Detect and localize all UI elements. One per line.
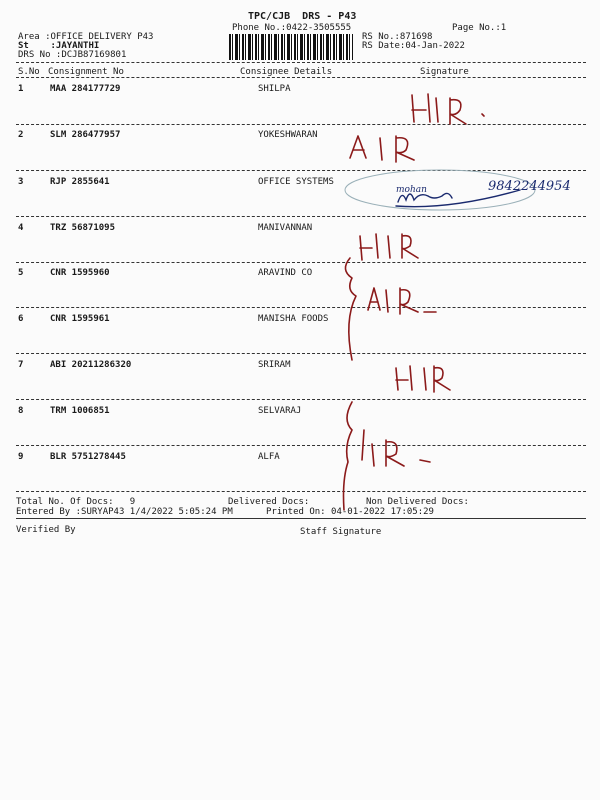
- row-consignee: MANIVANNAN: [258, 223, 313, 233]
- phone-number: Phone No.:0422-3505555: [232, 23, 352, 33]
- row-consignee: ARAVIND CO: [258, 268, 313, 278]
- row-consignee: SELVARAJ: [258, 406, 302, 416]
- document-title: TPC/CJB DRS - P43: [248, 11, 357, 22]
- divider: [16, 262, 586, 263]
- total-docs: Total No. Of Docs: 9: [16, 497, 136, 507]
- divider: [16, 445, 586, 446]
- divider: [16, 216, 586, 217]
- signature-phone: 9842244954: [488, 179, 571, 194]
- staff-signature-label: Staff Signature: [300, 527, 382, 537]
- verified-by: Verified By: [16, 525, 76, 535]
- drs-number: DRS No :DCJB87169801: [18, 50, 127, 60]
- page-number: Page No.:1: [452, 23, 507, 33]
- row-consignee: SHILPA: [258, 84, 291, 94]
- column-header-consignee: Consignee Details: [240, 67, 333, 77]
- signature-name: mohan: [396, 185, 427, 195]
- non-delivered-docs: Non Delivered Docs:: [366, 497, 469, 507]
- divider: [16, 307, 586, 308]
- divider: [16, 62, 586, 63]
- row-consignee: YOKESHWARAN: [258, 130, 318, 140]
- row-sno: 8: [18, 406, 24, 416]
- row-consignee: SRIRAM: [258, 360, 291, 370]
- row-consignment: CNR 1595961: [50, 314, 110, 324]
- row-consignee: MANISHA FOODS: [258, 314, 329, 324]
- row-sno: 4: [18, 223, 24, 233]
- rs-number: RS No.:871698: [362, 32, 433, 42]
- row-consignment: CNR 1595960: [50, 268, 110, 278]
- row-consignee: OFFICE SYSTEMS: [258, 177, 334, 187]
- row-consignment: TRZ 56871095: [50, 223, 116, 233]
- column-header-sno: S.No: [18, 67, 40, 77]
- divider: [16, 124, 586, 125]
- row-consignment: MAA 284177729: [50, 84, 121, 94]
- row-consignment: ABI 20211286320: [50, 360, 132, 370]
- row-consignment: TRM 1006851: [50, 406, 110, 416]
- divider: [16, 518, 586, 519]
- divider: [16, 491, 586, 492]
- row-sno: 1: [18, 84, 24, 94]
- divider: [16, 353, 586, 354]
- row-sno: 7: [18, 360, 24, 370]
- divider: [16, 77, 586, 78]
- row-sno: 9: [18, 452, 24, 462]
- barcode: [229, 34, 353, 60]
- area-field: Area :OFFICE DELIVERY P43: [18, 32, 154, 42]
- row-sno: 3: [18, 177, 24, 187]
- column-header-signature: Signature: [420, 67, 469, 77]
- entered-by: Entered By :SURYAP43 1/4/2022 5:05:24 PM: [16, 507, 233, 517]
- printed-on: Printed On: 04-01-2022 17:05:29: [266, 507, 434, 517]
- row-consignment: BLR 5751278445: [50, 452, 126, 462]
- row-consignment: SLM 286477957: [50, 130, 121, 140]
- divider: [16, 399, 586, 400]
- rs-date: RS Date:04-Jan-2022: [362, 41, 465, 51]
- column-header-consignment: Consignment No: [48, 67, 124, 77]
- row-consignee: ALFA: [258, 452, 280, 462]
- row-consignment: RJP 2855641: [50, 177, 110, 187]
- row-sno: 6: [18, 314, 24, 324]
- delivered-docs: Delivered Docs:: [228, 497, 310, 507]
- divider: [16, 170, 586, 171]
- row-sno: 5: [18, 268, 24, 278]
- row-sno: 2: [18, 130, 24, 140]
- staff-field: St :JAYANTHI: [18, 41, 100, 51]
